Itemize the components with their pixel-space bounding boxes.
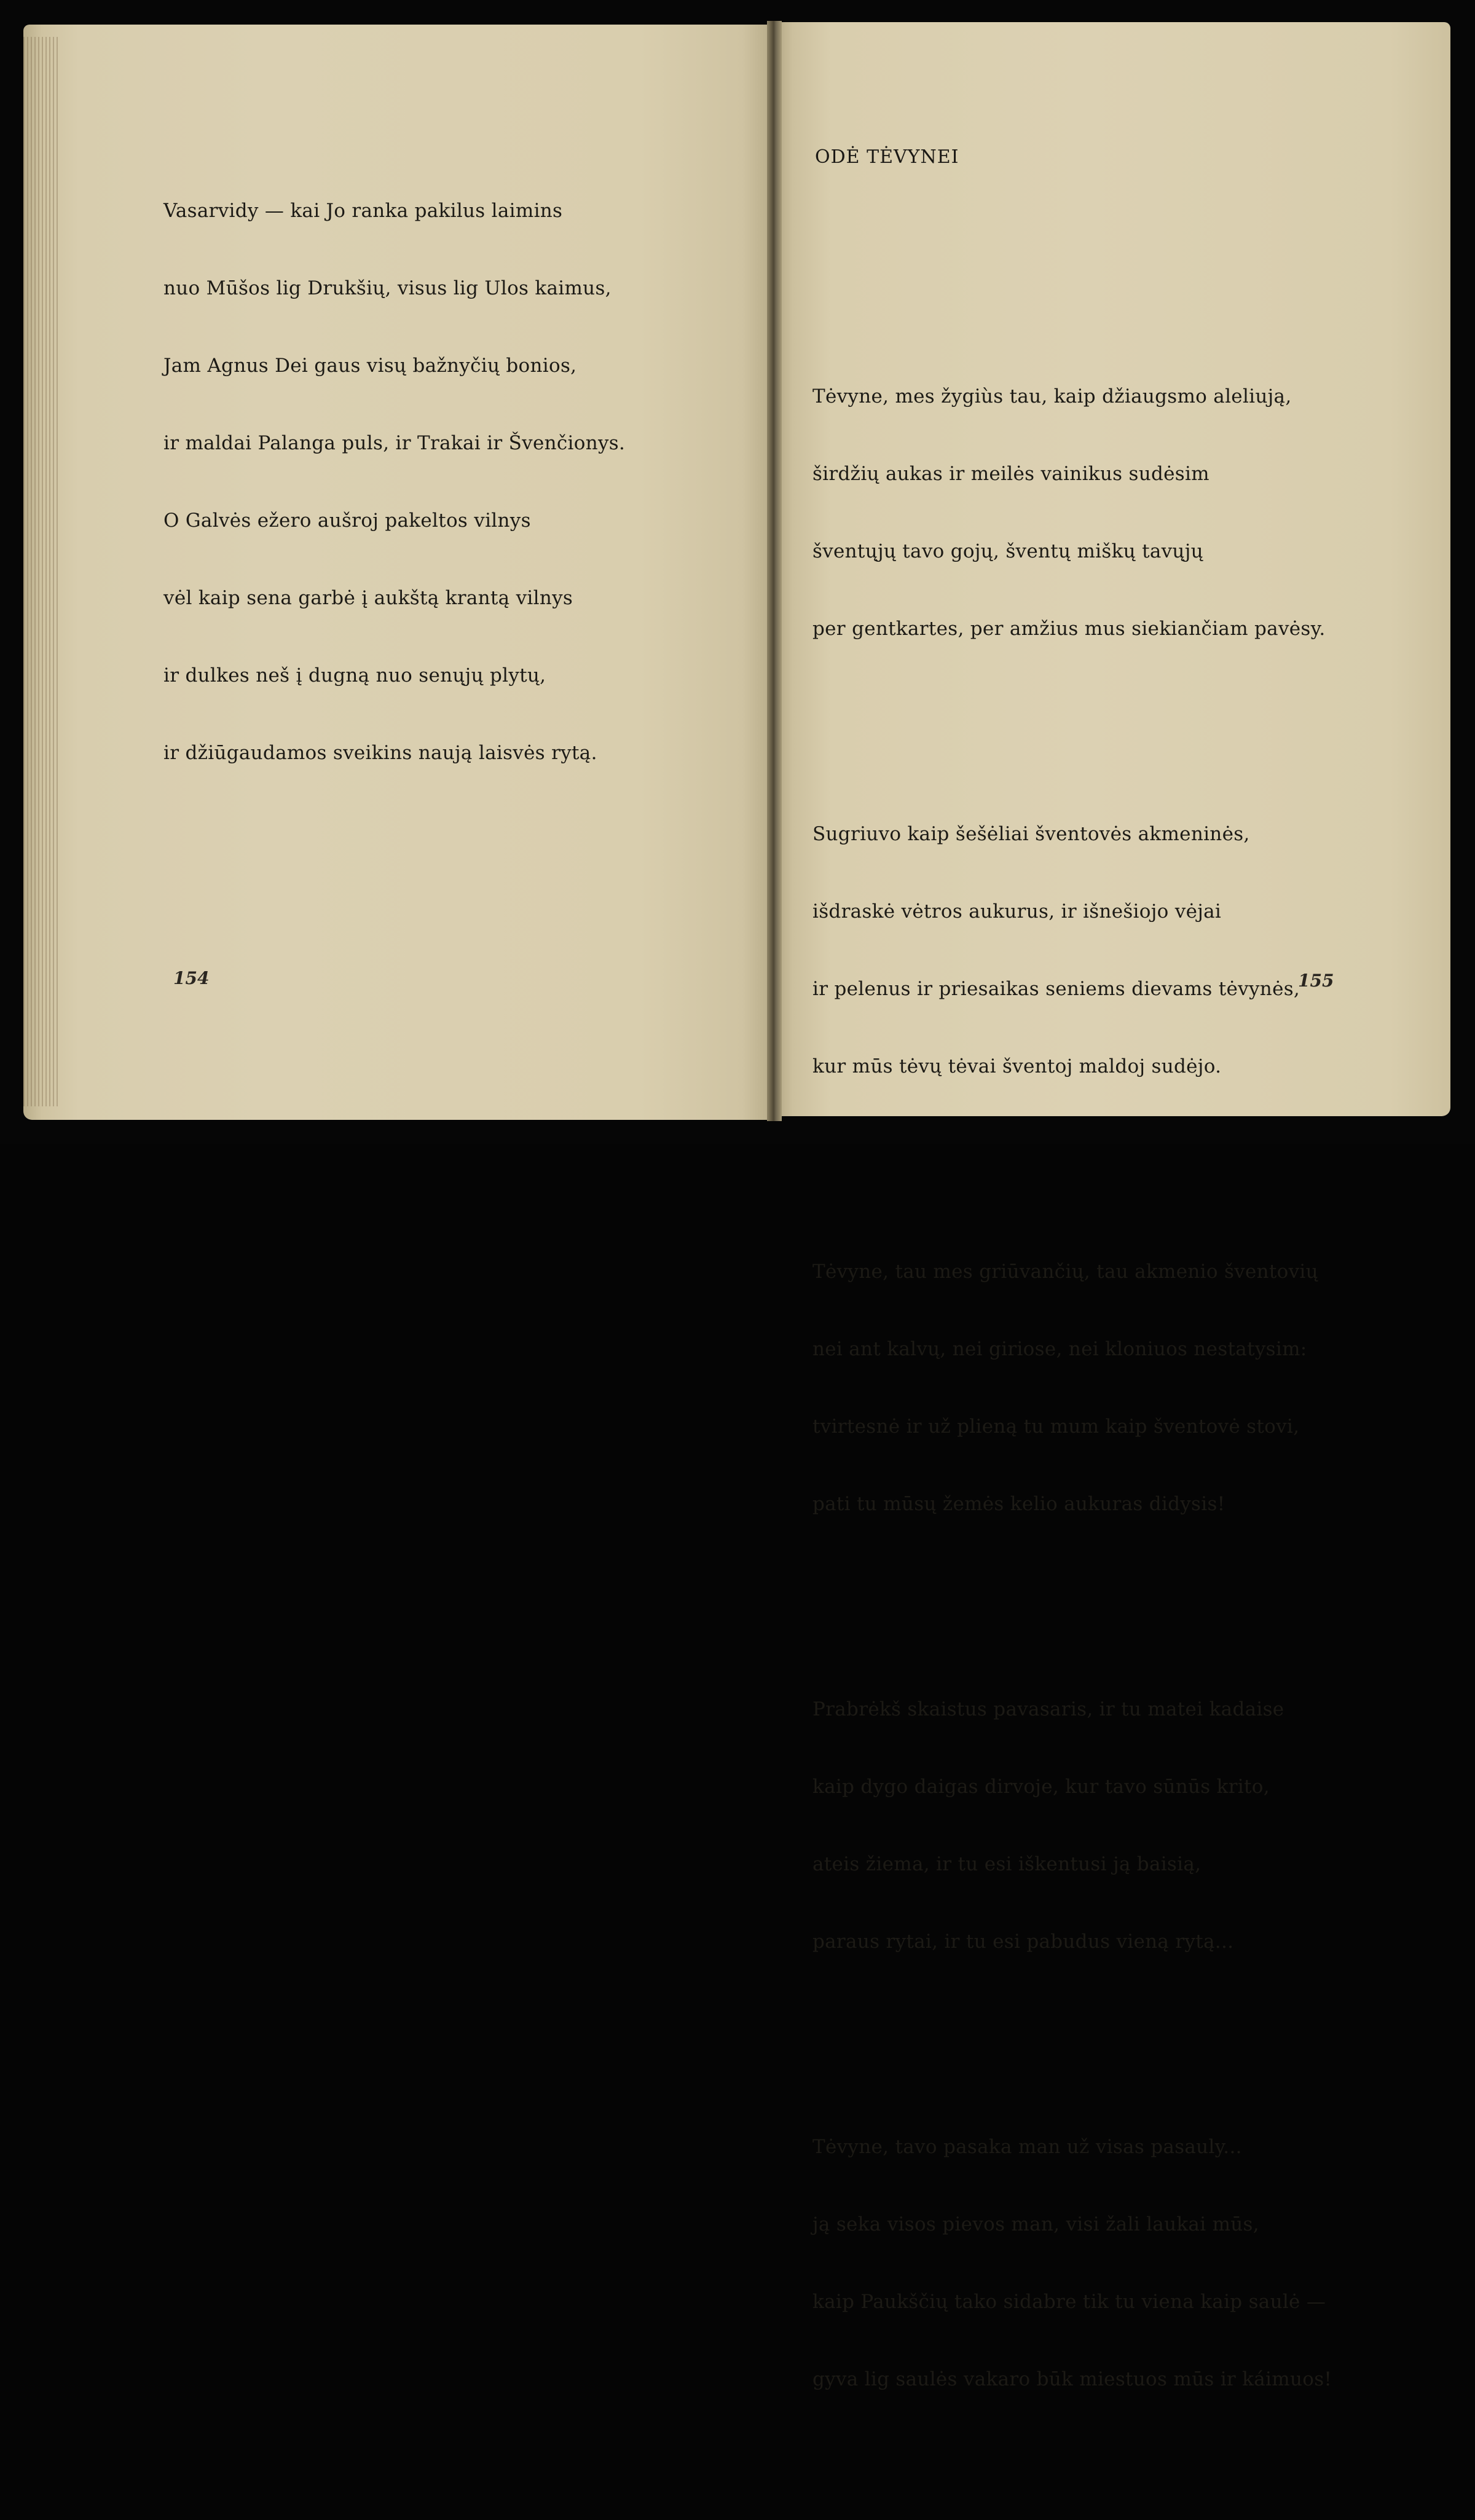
stanza [812,2082,1332,2444]
poem-line: paraus rytai, ir tu esi pabudus vieną rytą... [812,1931,1234,1953]
stanza [812,770,1332,1131]
poem-line: O Galvės ežero aušroj pakeltos vilnys [163,510,531,532]
poem-line: kaip Paukščių tako sidabre tik tu viena kaip saulė — [812,2291,1326,2313]
page-number-right: 155 [1298,971,1334,991]
poem-line: ją seka visos pievos man, visi žali laukai mūs, [812,2213,1259,2235]
poem-line: per gentkartes, per amžius mus siekiančiam pavėsy. [812,618,1326,640]
poem-line: širdžių aukas ir meilės vainikus sudėsim [812,463,1210,485]
stanza [812,332,1332,693]
poem-line: ir džiūgaudamos sveikins naują laisvės rytą. [163,742,597,764]
book-gutter [767,21,782,1121]
stanza [812,1645,1332,2006]
poem-line: Prabrėkš skaistus pavasaris, ir tu matei kadaise [812,1698,1284,1720]
poem-line: ir pelenus ir priesaikas seniems dievams tėvynės, [812,978,1300,1000]
poem-line: Tėvyne, tau mes griūvančių, tau akmenio šventovių [812,1261,1318,1283]
page-edges [23,37,60,1106]
poem-line: Tėvyne, mes žygiùs tau, kaip džiaugsmo aleliują, [812,385,1292,408]
poem-line: šventųjų tavo gojų, šventų miškų tavųjų [812,540,1203,562]
poem-line: ir dulkes neš į dugną nuo senųjų plytų, [163,664,546,687]
poem-line: Sugriuvo kaip šešėliai šventovės akmeninės, [812,823,1250,845]
poem-line: vėl kaip sena garbė į aukštą krantą vilnys [163,587,573,609]
poem-line: nuo Mūšos lig Drukšių, visus lig Ulos kaimus, [163,277,612,299]
poem-line: Tėvyne, tavo pasaka man už visas pasauly... [812,2136,1242,2158]
poem-line: Vasarvidy — kai Jo ranka pakilus laimins [163,200,563,222]
poem-line: kur mūs tėvų tėvai šventoj maldoj sudėjo. [812,1055,1222,1077]
page-number-left: 154 [173,968,210,988]
poem-line: ir maldai Palanga puls, ir Trakai ir Švenčionys. [163,432,626,454]
poem-line: pati tu mūsų žemės kelio aukuras didysis! [812,1493,1225,1515]
poem-line: ateis žiema, ir tu esi iškentusi ją baisią, [812,1853,1202,1875]
poem-line: tvirtesnė ir už plieną tu mum kaip šventovė stovi, [812,1416,1300,1438]
right-poem [812,280,1332,2520]
poem-line: Jam Agnus Dei gaus visų bažnyčių bonios, [163,355,577,377]
poem-line: kaip dygo daigas dirvoje, kur tavo sūnūs krito, [812,1776,1270,1798]
poem-line: išdraskė vėtros aukurus, ir išnešiojo vėjai [812,900,1222,923]
left-poem [163,146,625,817]
poem-line: nei ant kalvų, nei giriose, nei kloniuos nestatysim: [812,1338,1307,1360]
poem-line: gyva lig saulės vakaro būk miestuos mūs ir káimuos! [812,2368,1332,2390]
poem-title: ODĖ TĖVYNEI [815,146,959,168]
stanza [812,1207,1332,1569]
